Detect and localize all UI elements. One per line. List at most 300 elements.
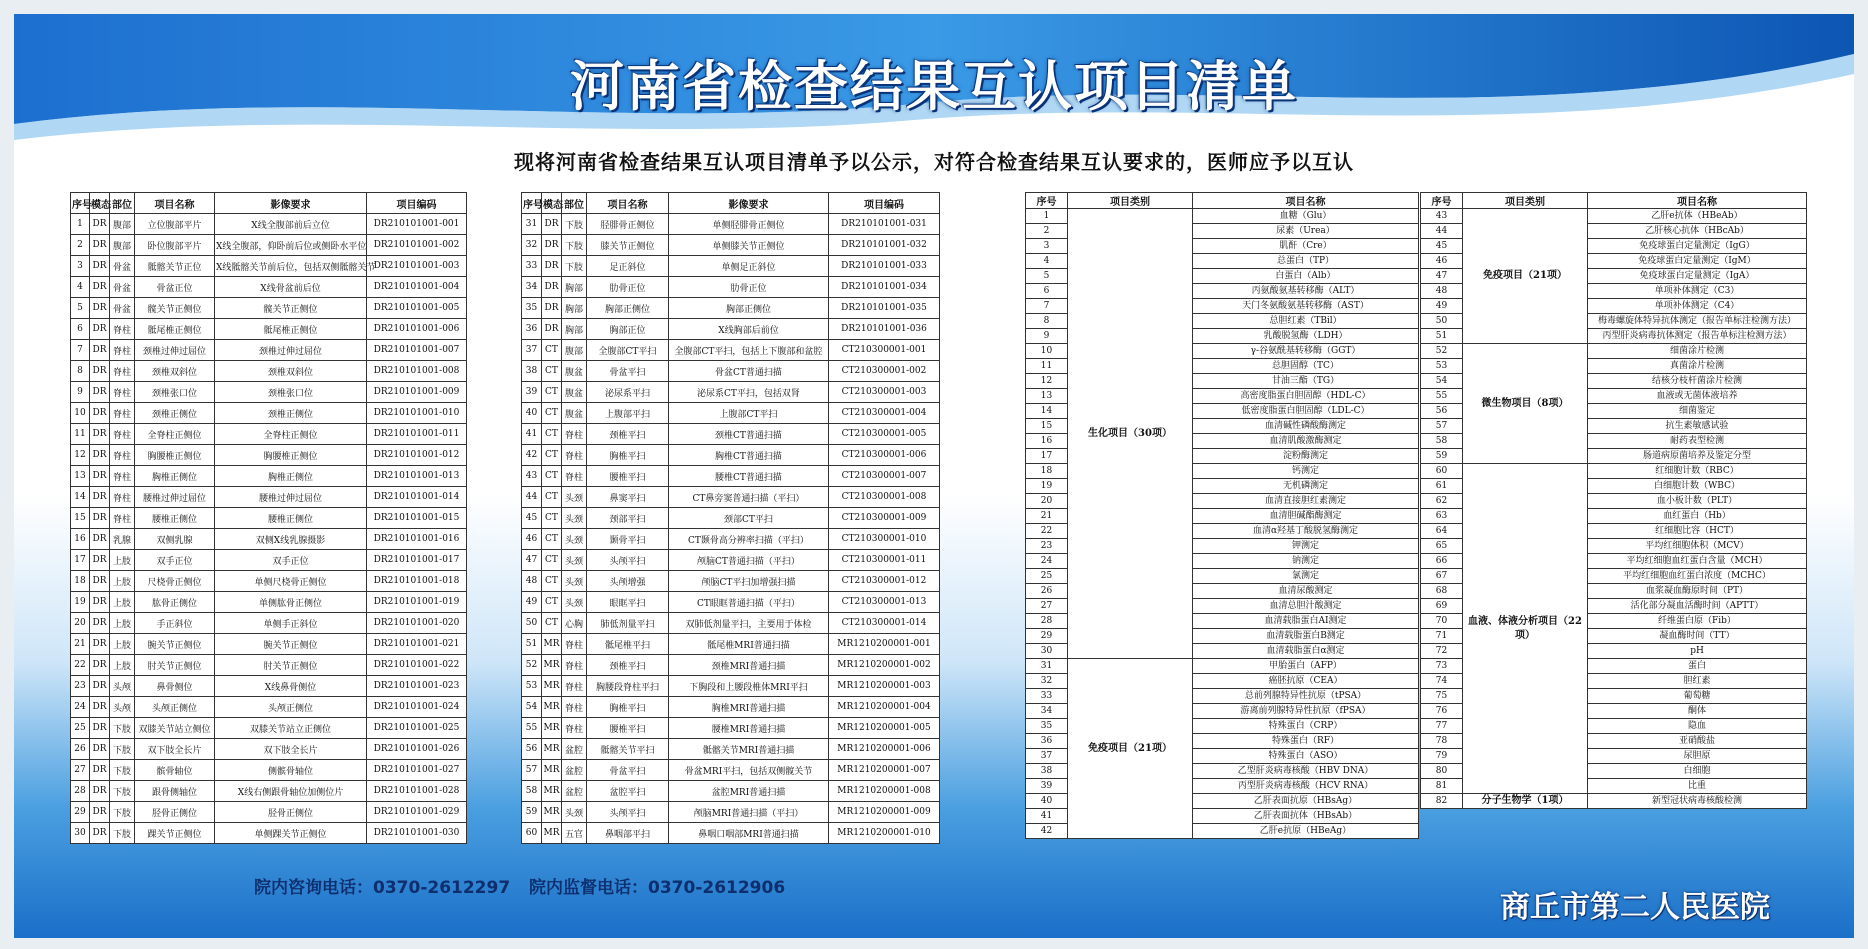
table-row (71, 340, 467, 361)
row-item-name: 肠道病原菌培养及鉴定分型 (1588, 449, 1807, 464)
row-item-name: 免疫球蛋白定量测定（IgA） (1588, 269, 1807, 284)
table-row (522, 550, 940, 571)
row-modality: DR (90, 634, 110, 655)
row-modality: CT (542, 487, 562, 508)
row-requirement: 双手正位 (215, 550, 367, 571)
row-requirement: 全腹部CT平扫，包括上下腹部和盆腔 (669, 340, 829, 361)
row-item-name: 纤维蛋白原（Fib） (1588, 614, 1807, 629)
row-index: 30 (71, 823, 90, 844)
row-code: CT210300001-006 (829, 445, 940, 466)
page-subtitle: 现将河南省检查结果互认项目清单予以公示，对符合检查结果互认要求的，医师应予以互认 (514, 150, 1354, 174)
row-modality: DR (90, 676, 110, 697)
row-index: 39 (522, 382, 542, 403)
row-modality: DR (90, 760, 110, 781)
row-modality: DR (542, 277, 562, 298)
table-row (71, 550, 467, 571)
row-requirement: 颅脑MRI普通扫描（平扫） (669, 802, 829, 823)
page-title: 河南省检查结果互认项目清单 (570, 55, 1298, 118)
row-part: 头颈 (562, 550, 587, 571)
row-category: 生化项目（30项） (1068, 209, 1193, 659)
row-modality: DR (90, 550, 110, 571)
row-item-name: 总胆红素（TBil） (1193, 314, 1419, 329)
row-index: 30 (1026, 644, 1068, 659)
row-name: 跟骨侧轴位 (135, 781, 215, 802)
row-modality: DR (90, 235, 110, 256)
table-row (522, 781, 940, 802)
col-name: 项目名称 (135, 193, 215, 214)
row-index: 28 (71, 781, 90, 802)
row-item-name: 平均红细胞血红蛋白含量（MCH） (1588, 554, 1807, 569)
row-requirement: 腕关节正侧位 (215, 634, 367, 655)
row-modality: DR (542, 214, 562, 235)
row-item-name: 乙肝表面抗体（HBsAb） (1193, 809, 1419, 824)
row-code: DR210101001-016 (367, 529, 467, 550)
table-row (1421, 464, 1807, 479)
row-requirement: CT鼻旁窦普通扫描（平扫） (669, 487, 829, 508)
row-requirement: CT颞骨高分辨率扫描（平扫） (669, 529, 829, 550)
table-row (71, 214, 467, 235)
row-modality: DR (90, 718, 110, 739)
row-code: DR210101001-034 (829, 277, 940, 298)
row-modality: DR (90, 445, 110, 466)
row-index: 55 (1421, 389, 1463, 404)
row-requirement: 单侧胫腓骨正侧位 (669, 214, 829, 235)
row-requirement: 颅脑CT普通扫描（平扫） (669, 550, 829, 571)
row-name: 颈椎张口位 (135, 382, 215, 403)
row-modality: CT (542, 592, 562, 613)
row-item-name: 乳酸脱氢酶（LDH） (1193, 329, 1419, 344)
row-code: DR210101001-002 (367, 235, 467, 256)
table-row (71, 235, 467, 256)
row-code: DR210101001-010 (367, 403, 467, 424)
row-requirement: 双侧X线乳腺摄影 (215, 529, 367, 550)
table-row (522, 739, 940, 760)
row-item-name: 甘油三酯（TG） (1193, 374, 1419, 389)
row-item-name: 总胆固醇（TC） (1193, 359, 1419, 374)
row-item-name: 抗生素敏感试验 (1588, 419, 1807, 434)
row-name: 髌骨轴位 (135, 760, 215, 781)
row-requirement: 颈椎正侧位 (215, 403, 367, 424)
row-index: 26 (1026, 584, 1068, 599)
row-index: 20 (1026, 494, 1068, 509)
row-item-name: 天门冬氨酸氨基转移酶（AST） (1193, 299, 1419, 314)
row-category: 免疫项目（21项） (1068, 659, 1193, 839)
col-part: 部位 (562, 193, 587, 214)
table-row (71, 760, 467, 781)
row-name: 腕关节正侧位 (135, 634, 215, 655)
row-modality: CT (542, 466, 562, 487)
col-modality: 模态 (542, 193, 562, 214)
table-row (522, 823, 940, 844)
row-index: 35 (522, 298, 542, 319)
row-code: DR210101001-027 (367, 760, 467, 781)
row-modality: CT (542, 508, 562, 529)
table-row (522, 676, 940, 697)
row-modality: MR (542, 739, 562, 760)
row-index: 24 (1026, 554, 1068, 569)
row-modality: MR (542, 676, 562, 697)
row-modality: CT (542, 529, 562, 550)
row-part: 头颈 (562, 592, 587, 613)
row-index: 52 (1421, 344, 1463, 359)
row-requirement: 头颅正侧位 (215, 697, 367, 718)
row-index: 60 (522, 823, 542, 844)
row-name: 全腹部CT平扫 (587, 340, 669, 361)
row-index: 14 (71, 487, 90, 508)
row-item-name: 乙肝e抗原（HBeAg） (1193, 824, 1419, 839)
row-requirement: 单侧尺桡骨正侧位 (215, 571, 367, 592)
row-item-name: 免疫球蛋白定量测定（IgM） (1588, 254, 1807, 269)
row-name: 头颅平扫 (587, 550, 669, 571)
row-item-name: 蛋白 (1588, 659, 1807, 674)
row-item-name: 淀粉酶测定 (1193, 449, 1419, 464)
row-requirement: 腰椎过伸过屈位 (215, 487, 367, 508)
table-row (522, 529, 940, 550)
row-name: 颞骨平扫 (587, 529, 669, 550)
row-name: 膝关节正侧位 (587, 235, 669, 256)
col-item-name: 项目名称 (1588, 193, 1807, 209)
row-part: 脊柱 (110, 361, 135, 382)
row-requirement: 骨盆CT普通扫描 (669, 361, 829, 382)
row-requirement: 单侧肱骨正侧位 (215, 592, 367, 613)
table-row (71, 739, 467, 760)
row-code: DR210101001-018 (367, 571, 467, 592)
row-code: MR1210200001-005 (829, 718, 940, 739)
row-part: 上肢 (110, 592, 135, 613)
row-index: 48 (522, 571, 542, 592)
row-part: 盆腔 (562, 760, 587, 781)
row-name: 胸椎平扫 (587, 697, 669, 718)
row-requirement: 腰椎MRI普通扫描 (669, 718, 829, 739)
row-requirement: 颈椎MRI普通扫描 (669, 655, 829, 676)
row-name: 腰椎正侧位 (135, 508, 215, 529)
row-code: DR210101001-014 (367, 487, 467, 508)
row-code: CT210300001-004 (829, 403, 940, 424)
row-modality: CT (542, 445, 562, 466)
table-row (71, 487, 467, 508)
row-modality: CT (542, 613, 562, 634)
col-category: 项目类别 (1068, 193, 1193, 209)
row-code: DR210101001-008 (367, 361, 467, 382)
row-code: CT210300001-014 (829, 613, 940, 634)
row-requirement: 胸椎CT普通扫描 (669, 445, 829, 466)
row-code: DR210101001-005 (367, 298, 467, 319)
row-item-name: 肌酐（Cre） (1193, 239, 1419, 254)
row-item-name: 单项补体测定（C4） (1588, 299, 1807, 314)
row-part: 盆腔 (562, 739, 587, 760)
row-index: 36 (522, 319, 542, 340)
row-item-name: 血液或无菌体液培养 (1588, 389, 1807, 404)
row-code: DR210101001-007 (367, 340, 467, 361)
row-index: 37 (522, 340, 542, 361)
row-code: DR210101001-017 (367, 550, 467, 571)
row-part: 下肢 (110, 781, 135, 802)
row-item-name: 甲胎蛋白（AFP） (1193, 659, 1419, 674)
row-index: 73 (1421, 659, 1463, 674)
row-index: 2 (1026, 224, 1068, 239)
row-item-name: 免疫球蛋白定量测定（IgG） (1588, 239, 1807, 254)
row-index: 16 (71, 529, 90, 550)
row-index: 29 (1026, 629, 1068, 644)
row-index: 76 (1421, 704, 1463, 719)
table-row (71, 823, 467, 844)
row-index: 26 (71, 739, 90, 760)
row-item-name: 比重 (1588, 779, 1807, 794)
row-category: 免疫项目（21项） (1463, 209, 1588, 344)
row-name: 眼眶平扫 (587, 592, 669, 613)
row-code: MR1210200001-004 (829, 697, 940, 718)
table-row (522, 361, 940, 382)
row-requirement: 骶尾椎MRI普通扫描 (669, 634, 829, 655)
row-index: 32 (1026, 674, 1068, 689)
row-part: 骨盆 (110, 298, 135, 319)
row-modality: DR (90, 361, 110, 382)
row-code: DR210101001-022 (367, 655, 467, 676)
row-part: 上肢 (110, 571, 135, 592)
imaging-table-right (521, 192, 940, 844)
row-name: 全脊柱正侧位 (135, 424, 215, 445)
row-item-name: 凝血酶时间（TT） (1588, 629, 1807, 644)
row-code: DR210101001-032 (829, 235, 940, 256)
row-name: 骶髂关节平扫 (587, 739, 669, 760)
row-modality: DR (90, 466, 110, 487)
row-item-name: 特殊蛋白（RF） (1193, 734, 1419, 749)
row-index: 9 (1026, 329, 1068, 344)
table-row (71, 571, 467, 592)
row-index: 45 (1421, 239, 1463, 254)
table-row (71, 529, 467, 550)
row-part: 腹盆 (562, 382, 587, 403)
row-item-name: 平均红细胞血红蛋白浓度（MCHC） (1588, 569, 1807, 584)
row-index: 61 (1421, 479, 1463, 494)
row-requirement: 骶尾椎正侧位 (215, 319, 367, 340)
table-row (522, 634, 940, 655)
row-index: 69 (1421, 599, 1463, 614)
row-index: 15 (71, 508, 90, 529)
row-part: 乳腺 (110, 529, 135, 550)
row-name: 鼻窦平扫 (587, 487, 669, 508)
row-modality: DR (90, 487, 110, 508)
row-modality: DR (90, 403, 110, 424)
row-name: 肋骨正位 (587, 277, 669, 298)
row-item-name: 红细胞计数（RBC） (1588, 464, 1807, 479)
row-part: 脊柱 (562, 676, 587, 697)
row-item-name: 血清尿酸测定 (1193, 584, 1419, 599)
row-index: 3 (71, 256, 90, 277)
row-category: 分子生物学（1项） (1463, 794, 1588, 809)
row-item-name: 单项补体测定（C3） (1588, 284, 1807, 299)
row-index: 1 (1026, 209, 1068, 224)
row-index: 81 (1421, 779, 1463, 794)
row-part: 下肢 (110, 760, 135, 781)
table-row (71, 718, 467, 739)
row-index: 80 (1421, 764, 1463, 779)
row-index: 57 (522, 760, 542, 781)
row-item-name: 血清肌酸激酶测定 (1193, 434, 1419, 449)
table-row (522, 256, 940, 277)
lab-table-left (1025, 192, 1419, 839)
row-requirement: 单侧足正斜位 (669, 256, 829, 277)
row-part: 下肢 (562, 235, 587, 256)
row-item-name: 血浆凝血酶原时间（PT） (1588, 584, 1807, 599)
row-item-name: 红细胞比容（HCT） (1588, 524, 1807, 539)
row-index: 13 (71, 466, 90, 487)
row-name: 髋关节正侧位 (135, 298, 215, 319)
row-index: 57 (1421, 419, 1463, 434)
row-name: 骨盆平扫 (587, 760, 669, 781)
row-index: 4 (1026, 254, 1068, 269)
row-index: 20 (71, 613, 90, 634)
row-requirement: 肘关节正侧位 (215, 655, 367, 676)
row-code: DR210101001-012 (367, 445, 467, 466)
row-requirement: 双膝关节站立正侧位 (215, 718, 367, 739)
row-index: 62 (1421, 494, 1463, 509)
row-part: 胸部 (562, 277, 587, 298)
row-part: 脊柱 (562, 424, 587, 445)
row-modality: DR (90, 256, 110, 277)
row-code: CT210300001-007 (829, 466, 940, 487)
row-modality: CT (542, 382, 562, 403)
row-item-name: 癌胚抗原（CEA） (1193, 674, 1419, 689)
row-code: DR210101001-001 (367, 214, 467, 235)
row-index: 23 (1026, 539, 1068, 554)
row-name: 立位腹部平片 (135, 214, 215, 235)
row-modality: DR (90, 382, 110, 403)
row-modality: MR (542, 802, 562, 823)
row-code: MR1210200001-009 (829, 802, 940, 823)
table-row (522, 571, 940, 592)
row-name: 泌尿系平扫 (587, 382, 669, 403)
row-code: DR210101001-006 (367, 319, 467, 340)
row-modality: CT (542, 361, 562, 382)
row-index: 10 (1026, 344, 1068, 359)
row-part: 脊柱 (562, 718, 587, 739)
row-name: 尺桡骨正侧位 (135, 571, 215, 592)
row-item-name: 血清总胆汁酸测定 (1193, 599, 1419, 614)
row-modality: DR (90, 655, 110, 676)
table-row (522, 697, 940, 718)
row-requirement: 肋骨正位 (669, 277, 829, 298)
row-requirement: X线骶髂关节前后位，包括双侧骶髂关节 (215, 256, 367, 277)
row-part: 心胸 (562, 613, 587, 634)
consult-phone: 院内咨询电话：0370-2612297 (254, 878, 511, 898)
row-item-name: 乙肝表面抗原（HBsAg） (1193, 794, 1419, 809)
table-row (1026, 209, 1419, 224)
row-index: 66 (1421, 554, 1463, 569)
row-part: 头颅 (110, 676, 135, 697)
row-requirement: 鼻咽口咽部MRI普通扫描 (669, 823, 829, 844)
table-row (522, 235, 940, 256)
row-index: 17 (1026, 449, 1068, 464)
row-code: DR210101001-023 (367, 676, 467, 697)
row-index: 50 (522, 613, 542, 634)
row-name: 胸部正侧位 (587, 298, 669, 319)
row-index: 38 (522, 361, 542, 382)
row-part: 脊柱 (110, 487, 135, 508)
row-part: 脊柱 (110, 424, 135, 445)
row-modality: CT (542, 550, 562, 571)
row-code: DR210101001-031 (829, 214, 940, 235)
row-index: 21 (71, 634, 90, 655)
row-code: DR210101001-015 (367, 508, 467, 529)
row-part: 头颈 (562, 508, 587, 529)
table-row (1421, 344, 1807, 359)
table-row (71, 592, 467, 613)
row-index: 71 (1421, 629, 1463, 644)
row-index: 21 (1026, 509, 1068, 524)
row-part: 下肢 (562, 256, 587, 277)
row-name: 胸部正位 (587, 319, 669, 340)
row-index: 6 (1026, 284, 1068, 299)
row-name: 骶髂关节正位 (135, 256, 215, 277)
row-index: 48 (1421, 284, 1463, 299)
row-name: 双手正位 (135, 550, 215, 571)
row-name: 颈椎平扫 (587, 424, 669, 445)
row-name: 骨盆平扫 (587, 361, 669, 382)
row-part: 脊柱 (110, 382, 135, 403)
row-index: 31 (1026, 659, 1068, 674)
col-item-name: 项目名称 (1193, 193, 1419, 209)
row-name: 头颅正侧位 (135, 697, 215, 718)
row-index: 9 (71, 382, 90, 403)
row-index: 13 (1026, 389, 1068, 404)
col-name: 项目名称 (587, 193, 669, 214)
row-index: 56 (522, 739, 542, 760)
table-row (71, 277, 467, 298)
row-modality: DR (90, 613, 110, 634)
row-part: 头颅 (110, 697, 135, 718)
row-item-name: 血清载脂蛋白AⅠ测定 (1193, 614, 1419, 629)
row-code: CT210300001-013 (829, 592, 940, 613)
row-code: DR210101001-035 (829, 298, 940, 319)
row-code: CT210300001-003 (829, 382, 940, 403)
row-requirement: 双下肢全长片 (215, 739, 367, 760)
row-item-name: 乙型肝炎病毒核酸（HBV DNA） (1193, 764, 1419, 779)
row-code: DR210101001-004 (367, 277, 467, 298)
row-index: 79 (1421, 749, 1463, 764)
row-requirement: 单侧手正斜位 (215, 613, 367, 634)
row-index: 27 (71, 760, 90, 781)
row-requirement: X线右侧跟骨轴位加侧位片 (215, 781, 367, 802)
row-index: 25 (71, 718, 90, 739)
row-item-name: 高密度脂蛋白胆固醇（HDL-C） (1193, 389, 1419, 404)
row-index: 2 (71, 235, 90, 256)
row-modality: MR (542, 634, 562, 655)
row-requirement: 胫骨正侧位 (215, 802, 367, 823)
row-modality: DR (542, 319, 562, 340)
row-item-name: 血清载脂蛋白B测定 (1193, 629, 1419, 644)
row-name: 腰椎过伸过屈位 (135, 487, 215, 508)
table-row (1421, 209, 1807, 224)
row-modality: DR (542, 256, 562, 277)
table-row (71, 697, 467, 718)
row-name: 胸椎平扫 (587, 445, 669, 466)
row-name: 胸腰段脊柱平扫 (587, 676, 669, 697)
row-modality: DR (90, 697, 110, 718)
lab-table-right (1420, 192, 1807, 809)
table-row (522, 508, 940, 529)
imaging-table-left (70, 192, 467, 844)
row-index: 64 (1421, 524, 1463, 539)
row-name: 颈椎双斜位 (135, 361, 215, 382)
row-modality: MR (542, 760, 562, 781)
row-requirement: 单侧膝关节正侧位 (669, 235, 829, 256)
row-code: CT210300001-005 (829, 424, 940, 445)
row-index: 49 (1421, 299, 1463, 314)
row-item-name: 新型冠状病毒核酸检测 (1588, 794, 1807, 809)
row-index: 4 (71, 277, 90, 298)
row-code: MR1210200001-001 (829, 634, 940, 655)
